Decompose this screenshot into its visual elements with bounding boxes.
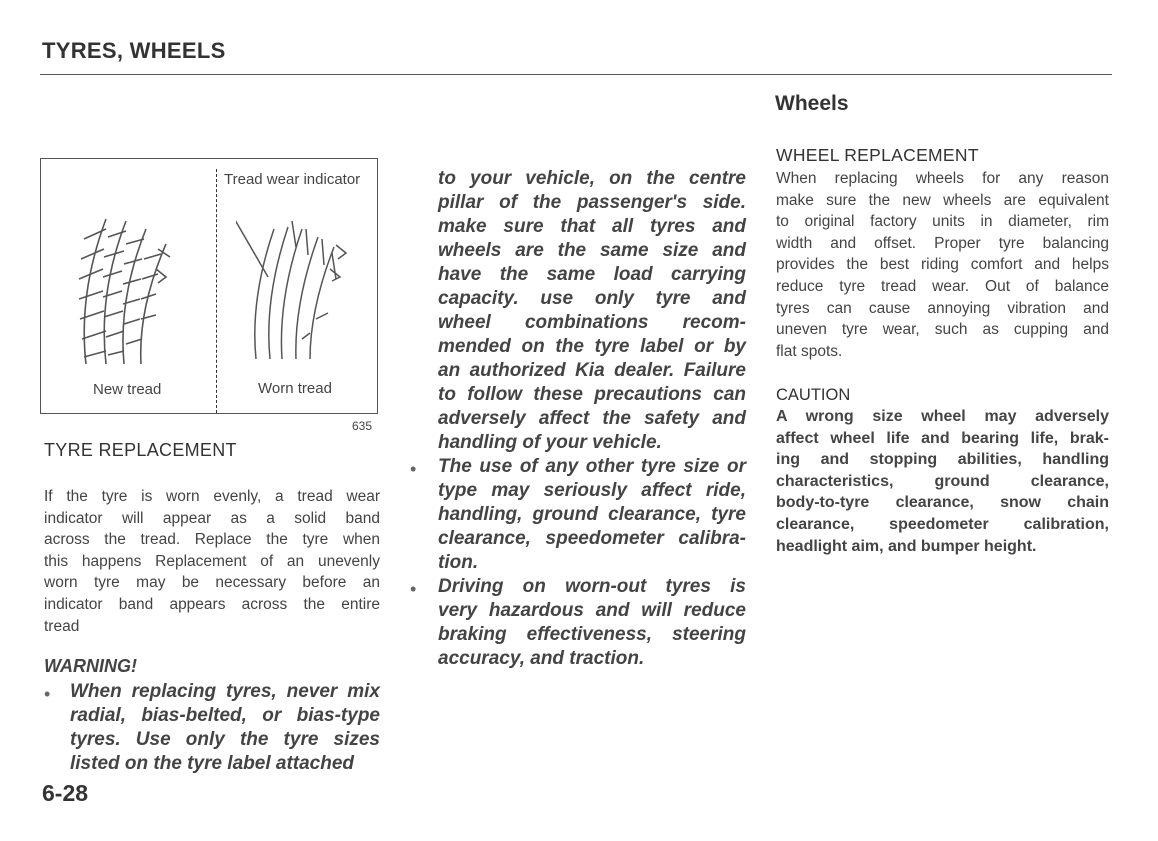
text-line: uneven tyre wear, such as cupping and: [776, 321, 1109, 339]
text-line: tion.: [438, 552, 479, 573]
text-line: clearance, speedometer calibration,: [776, 515, 1109, 533]
text-line: mended on the tyre label or by: [438, 336, 746, 357]
text-line: width and offset. Proper tyre balancing: [776, 234, 1109, 252]
text-line: If the tyre is worn evenly, a tread wear: [44, 488, 380, 505]
text-line: make sure the new wheels are equivalent: [776, 191, 1109, 209]
text-line: When replacing wheels for any reason: [776, 170, 1109, 187]
page-number: 6-28: [42, 780, 89, 806]
bullet-marker: •: [410, 579, 417, 599]
text-line: headlight aim, and bumper height.: [776, 537, 1037, 555]
text-line: braking effectiveness, steering: [438, 624, 746, 645]
text-line: capacity. use only tyre and: [438, 288, 746, 309]
text-line: handling of your vehicle.: [438, 432, 662, 453]
text-line: radial, bias-belted, or bias-type: [70, 705, 380, 726]
text-line: flat spots.: [776, 342, 843, 360]
text-line: accuracy, and traction.: [438, 648, 645, 669]
text-line: tyres can cause annoying vibration and: [776, 299, 1109, 317]
wheels-title: Wheels: [775, 92, 849, 115]
text-line: affect wheel life and bearing life, brak-: [776, 429, 1109, 447]
new-tread-label: New tread: [93, 381, 162, 398]
text-line: worn tyre may be necessary before an: [44, 574, 380, 592]
text-line: tyres. Use only the tyre sizes: [70, 729, 380, 750]
text-line: When replacing tyres, never mix: [70, 681, 380, 702]
text-line: reduce tyre tread wear. Out of balance: [776, 277, 1109, 295]
text-line: to original factory units in diameter, rim: [776, 213, 1109, 231]
header-divider: [40, 74, 1112, 75]
text-line: indicator band appears across the entire: [44, 595, 380, 613]
text-line: wheels are the same size and: [438, 240, 746, 261]
text-line: make sure that all tyres and: [438, 216, 746, 237]
wheel-replacement-paragraph: [776, 168, 1109, 362]
text-line: Driving on worn-out tyres is: [438, 576, 746, 597]
tread-wear-indicator-label: Tread wear indicator: [224, 171, 361, 188]
text-line: to follow these precautions can: [438, 384, 746, 405]
bullet-marker: •: [44, 684, 51, 704]
text-line: type may seriously affect ride,: [438, 480, 746, 501]
warning-bullet-mix-tyres: [70, 680, 380, 776]
caution-text: [776, 406, 1109, 557]
text-line: body-to-tyre clearance, snow chain: [776, 494, 1109, 512]
warning-label: WARNING!: [44, 656, 137, 676]
page-section-title: TYRES, WHEELS: [42, 38, 226, 63]
caution-label: CAUTION: [776, 386, 851, 404]
new-tread-illustration: [66, 199, 186, 374]
text-line: provides the best riding comfort and helps: [776, 256, 1109, 274]
tyre-replacement-paragraph: [44, 486, 380, 637]
text-line: tread: [44, 617, 80, 635]
tyre-replacement-heading: TYRE REPLACEMENT: [44, 440, 237, 460]
warning-bullet-other-size: [438, 455, 746, 575]
worn-tread-illustration: [236, 199, 366, 374]
text-line: A wrong size wheel may adversely: [776, 408, 1109, 425]
text-line: adversely affect the safety and: [438, 408, 746, 429]
text-line: to your vehicle, on the centre: [438, 168, 746, 189]
bullet-marker: •: [410, 459, 417, 479]
worn-tread-label: Worn tread: [258, 380, 332, 397]
text-line: this happens Replacement of an unevenly: [44, 552, 380, 570]
text-line: clearance, speedometer calibra-: [438, 528, 746, 549]
warning-continued-text: [438, 167, 746, 455]
tread-wear-figure: [40, 158, 378, 414]
warning-bullet-worn-out: [438, 575, 746, 671]
text-line: pillar of the passenger's side.: [438, 192, 746, 213]
figure-number: 635: [352, 419, 373, 433]
text-line: characteristics, ground clearance,: [776, 472, 1109, 490]
text-line: very hazardous and will reduce: [438, 600, 746, 621]
text-line: wheel combinations recom-: [438, 312, 746, 333]
text-line: an authorized Kia dealer. Failure: [438, 360, 746, 381]
text-line: listed on the tyre label attached: [70, 753, 355, 774]
text-line: handling, ground clearance, tyre: [438, 504, 746, 525]
wheel-replacement-heading: WHEEL REPLACEMENT: [776, 145, 979, 165]
text-line: have the same load carrying: [438, 264, 746, 285]
text-line: indicator will appear as a solid band: [44, 509, 380, 527]
text-line: The use of any other tyre size or: [438, 456, 746, 477]
text-line: ing and stopping abilities, handling: [776, 451, 1109, 469]
text-line: across the tread. Replace the tyre when: [44, 531, 380, 549]
figure-divider: [216, 169, 217, 413]
